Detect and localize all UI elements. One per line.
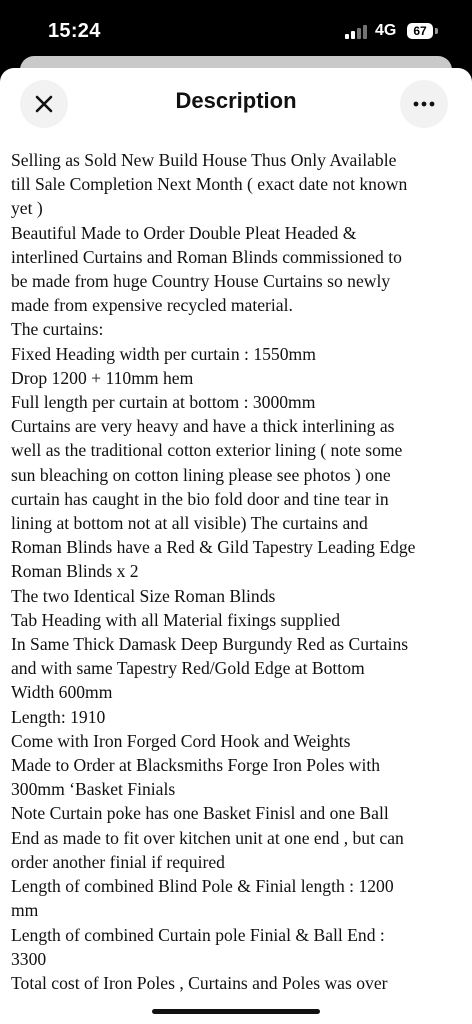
description-line: curtain has caught in the bio fold door and tine tear in <box>11 488 389 509</box>
description-line: order another finial if required <box>11 851 225 872</box>
description-line: Come with Iron Forged Cord Hook and Weights <box>11 730 351 751</box>
description-line: Length of combined Blind Pole & Finial length : 1200 <box>11 876 394 897</box>
description-line: 3300 <box>11 948 47 969</box>
description-line: Note Curtain poke has one Basket Finisl and one Ball <box>11 803 389 824</box>
description-line: The two Identical Size Roman Blinds <box>11 585 276 606</box>
description-line: interlined Curtains and Roman Blinds commissioned to <box>11 246 402 267</box>
page-title: Description <box>175 88 297 113</box>
description-line: Length of combined Curtain pole Finial & Ball End : <box>11 924 385 945</box>
description-line: Fixed Heading width per curtain : 1550mm <box>11 343 316 364</box>
description-line: lining at bottom not at all visible) The curtains and <box>11 513 368 534</box>
description-line: till Sale Completion Next Month ( exact date not known <box>11 174 408 195</box>
description-line: End as made to fit over kitchen unit at one end , but can <box>11 827 404 848</box>
network-type: 4G <box>375 22 397 39</box>
description-line: Made to Order at Blacksmiths Forge Iron Poles with <box>11 755 381 776</box>
description-line: made from expensive recycled material. <box>11 295 293 316</box>
description-text <box>11 148 463 993</box>
description-line: yet ) <box>11 198 43 219</box>
cellular-signal-icon <box>345 25 369 39</box>
description-line: Width 600mm <box>11 682 113 703</box>
description-line: be made from huge Country House Curtains so newly <box>11 271 391 292</box>
description-line: In Same Thick Damask Deep Burgundy Red as Curtains <box>11 634 409 655</box>
more-options-button[interactable] <box>400 80 448 128</box>
description-line: Selling as Sold New Build House Thus Only Available <box>11 150 397 170</box>
home-indicator[interactable] <box>152 1009 320 1014</box>
more-horizontal-icon <box>413 101 435 107</box>
description-line: mm <box>11 900 39 921</box>
description-line: Total cost of Iron Poles , Curtains and Poles was over <box>11 972 388 993</box>
description-line: Roman Blinds have a Red & Gild Tapestry Leading Edge <box>11 537 416 558</box>
description-line: Drop 1200 + 110mm hem <box>11 367 194 388</box>
status-time: 15:24 <box>48 20 101 42</box>
description-line: Curtains are very heavy and have a thick interlining as <box>11 416 395 437</box>
description-line: and with same Tapestry Red/Gold Edge at Bottom <box>11 658 365 679</box>
description-line: The curtains: <box>11 319 104 340</box>
battery-icon: 67 <box>407 23 433 39</box>
description-line: Full length per curtain at bottom : 3000mm <box>11 392 316 413</box>
description-line: Beautiful Made to Order Double Pleat Headed & <box>11 222 357 243</box>
description-line: Tab Heading with all Material fixings supplied <box>11 609 341 630</box>
description-line: Roman Blinds x 2 <box>11 561 139 582</box>
battery-tip <box>435 28 438 34</box>
description-line: well as the traditional cotton exterior lining ( note some <box>11 440 403 461</box>
description-line: 300mm ‘Basket Finials <box>11 779 176 800</box>
description-sheet <box>0 68 472 1024</box>
description-line: sun bleaching on cotton lining please see photos ) one <box>11 464 391 485</box>
description-line: Length: 1910 <box>11 706 106 727</box>
